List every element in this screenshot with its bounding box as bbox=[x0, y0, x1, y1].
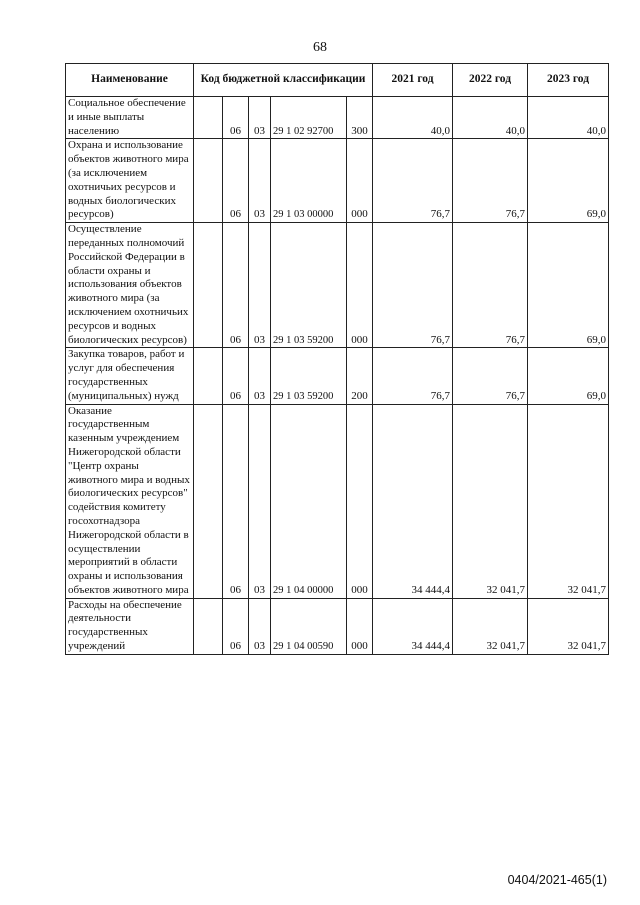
row-value-2023: 32 041,7 bbox=[528, 404, 609, 598]
header-2022: 2022 год bbox=[453, 64, 528, 97]
row-value-2021: 34 444,4 bbox=[373, 404, 453, 598]
table-row bbox=[66, 348, 609, 404]
document-code: 0404/2021-465(1) bbox=[507, 873, 607, 887]
row-expense-type: 000 bbox=[347, 223, 373, 348]
row-expense-type: 000 bbox=[347, 139, 373, 223]
row-subsection: 03 bbox=[249, 348, 271, 404]
row-name: Оказание государственным казенным учреждением Нижегородской области "Центр охраны животного мира и водных биологических ресурсов" содействия комитету госохотнадзора Нижегородской области в осуществлении мероприятий в области охраны и использования объектов животного мира bbox=[66, 404, 194, 598]
row-value-2022: 76,7 bbox=[453, 348, 528, 404]
row-blank-cell bbox=[194, 223, 223, 348]
table-header-row bbox=[66, 64, 609, 97]
row-subsection: 03 bbox=[249, 404, 271, 598]
row-value-2023: 40,0 bbox=[528, 97, 609, 139]
row-subsection: 03 bbox=[249, 598, 271, 654]
row-expense-type: 000 bbox=[347, 598, 373, 654]
row-value-2023: 69,0 bbox=[528, 223, 609, 348]
row-value-2021: 40,0 bbox=[373, 97, 453, 139]
table-row bbox=[66, 97, 609, 139]
row-value-2022: 76,7 bbox=[453, 223, 528, 348]
budget-table bbox=[65, 63, 609, 655]
table-row bbox=[66, 598, 609, 654]
row-blank-cell bbox=[194, 598, 223, 654]
row-expense-type: 300 bbox=[347, 97, 373, 139]
header-name: Наименование bbox=[66, 64, 194, 97]
row-target-code: 29 1 03 59200 bbox=[271, 223, 347, 348]
row-subsection: 03 bbox=[249, 97, 271, 139]
row-value-2021: 76,7 bbox=[373, 139, 453, 223]
row-section: 06 bbox=[223, 97, 249, 139]
row-blank-cell bbox=[194, 404, 223, 598]
row-value-2022: 76,7 bbox=[453, 139, 528, 223]
table-row bbox=[66, 223, 609, 348]
row-target-code: 29 1 03 59200 bbox=[271, 348, 347, 404]
header-2021: 2021 год bbox=[373, 64, 453, 97]
header-2023: 2023 год bbox=[528, 64, 609, 97]
row-name: Закупка товаров, работ и услуг для обеспечения государственных (муниципальных) нужд bbox=[66, 348, 194, 404]
row-value-2021: 34 444,4 bbox=[373, 598, 453, 654]
row-value-2023: 69,0 bbox=[528, 139, 609, 223]
row-subsection: 03 bbox=[249, 223, 271, 348]
row-value-2022: 32 041,7 bbox=[453, 598, 528, 654]
page-number: 68 bbox=[313, 40, 327, 55]
row-target-code: 29 1 02 92700 bbox=[271, 97, 347, 139]
row-value-2021: 76,7 bbox=[373, 348, 453, 404]
row-name: Расходы на обеспечение деятельности государственных учреждений bbox=[66, 598, 194, 654]
row-name: Осуществление переданных полномочий Российской Федерации в области охраны и использования объектов животного мира (за исключением охотничьих ресурсов и водных биологических ресурсов) bbox=[66, 223, 194, 348]
row-name: Социальное обеспечение и иные выплаты населению bbox=[66, 97, 194, 139]
row-value-2022: 32 041,7 bbox=[453, 404, 528, 598]
table-row bbox=[66, 139, 609, 223]
row-subsection: 03 bbox=[249, 139, 271, 223]
row-expense-type: 200 bbox=[347, 348, 373, 404]
row-target-code: 29 1 04 00590 bbox=[271, 598, 347, 654]
row-value-2023: 32 041,7 bbox=[528, 598, 609, 654]
row-blank-cell bbox=[194, 139, 223, 223]
row-value-2022: 40,0 bbox=[453, 97, 528, 139]
row-target-code: 29 1 04 00000 bbox=[271, 404, 347, 598]
row-value-2023: 69,0 bbox=[528, 348, 609, 404]
table-row bbox=[66, 404, 609, 598]
header-code: Код бюджетной классификации bbox=[194, 64, 373, 97]
row-target-code: 29 1 03 00000 bbox=[271, 139, 347, 223]
row-section: 06 bbox=[223, 598, 249, 654]
row-blank-cell bbox=[194, 348, 223, 404]
row-value-2021: 76,7 bbox=[373, 223, 453, 348]
row-blank-cell bbox=[194, 97, 223, 139]
row-section: 06 bbox=[223, 404, 249, 598]
row-section: 06 bbox=[223, 139, 249, 223]
row-section: 06 bbox=[223, 348, 249, 404]
row-expense-type: 000 bbox=[347, 404, 373, 598]
row-section: 06 bbox=[223, 223, 249, 348]
row-name: Охрана и использование объектов животного мира (за исключением охотничьих ресурсов и водных биологических ресурсов) bbox=[66, 139, 194, 223]
